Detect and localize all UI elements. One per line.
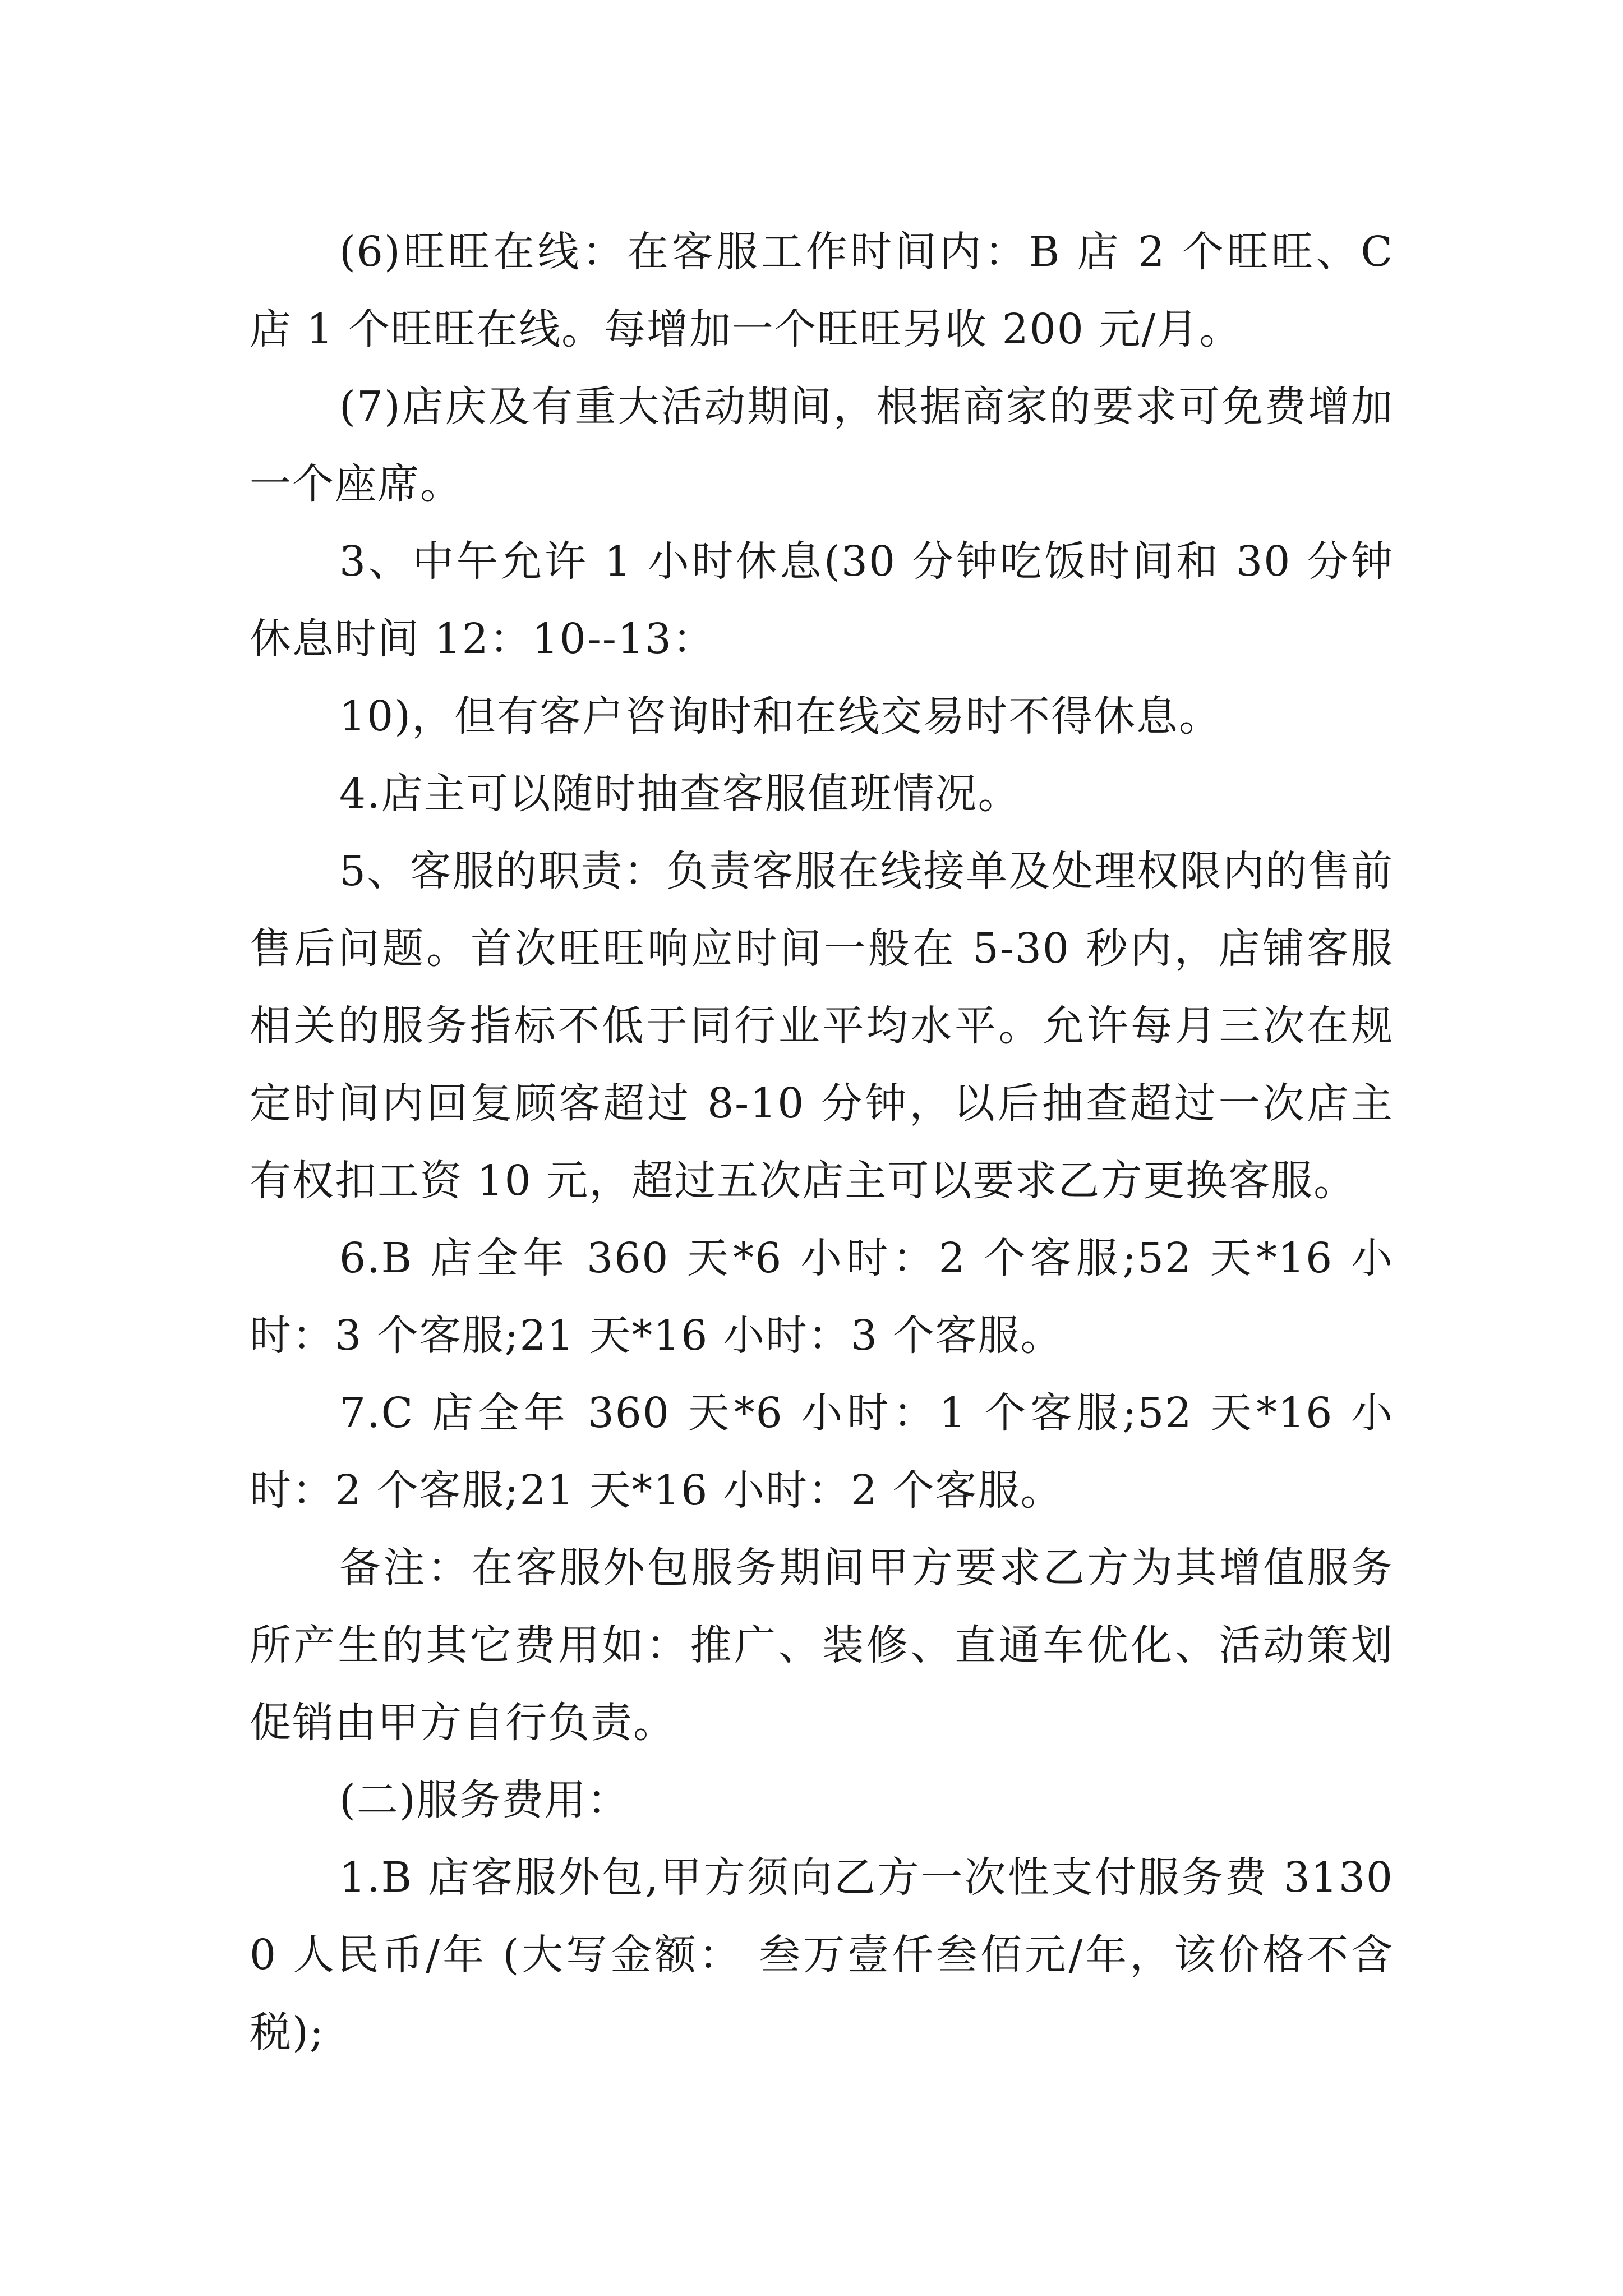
paragraph-duties: 5、客服的职责：负责客服在线接单及处理权限内的售前售后问题。首次旺旺响应时间一般在 5-30 秒内，店铺客服相关的服务指标不低于同行业平均水平。允许每月三次在规定时间内回复顾客超过 8-10 分钟，以后抽查超过一次店主有权扣工资 10 元，超过五次店主可以要求乙方更换客服。 (250, 847, 1394, 1205)
section-heading-fees: (二)服务费用： (339, 1776, 630, 1824)
paragraph-remark: 备注：在客服外包服务期间甲方要求乙方为其增值服务所产生的其它费用如：推广、装修、直通车优化、活动策划促销由甲方自行负责。 (250, 1544, 1394, 1747)
document-body (250, 213, 1394, 2071)
paragraph-wangwang-online: (6)旺旺在线：在客服工作时间内：B 店 2 个旺旺、C 店 1 个旺旺在线。每增加一个旺旺另收 200 元/月。 (250, 228, 1394, 353)
paragraph-store-b-fee: 1.B 店客服外包,甲方须向乙方一次性支付服务费 31300 人民币/年 (大写金额： 叁万壹仟叁佰元/年，该价格不含税); (250, 1853, 1394, 2056)
paragraph-store-c-staffing: 7.C 店全年 360 天*6 小时：1 个客服;52 天*16 小时：2 个客服;21 天*16 小时：2 个客服。 (250, 1389, 1394, 1515)
paragraph-noon-break: 3、中午允许 1 小时休息(30 分钟吃饭时间和 30 分钟休息时间 12：10--13： (250, 537, 1394, 663)
paragraph-anniversary-seat: (7)店庆及有重大活动期间，根据商家的要求可免费增加一个座席。 (250, 383, 1394, 508)
paragraph-owner-inspection: 4.店主可以随时抽查客服值班情况。 (339, 770, 1021, 818)
paragraph-store-b-staffing: 6.B 店全年 360 天*6 小时：2 个客服;52 天*16 小时：3 个客服;21 天*16 小时：3 个客服。 (250, 1234, 1394, 1360)
paragraph-noon-break-cont: 10)，但有客户咨询时和在线交易时不得休息。 (339, 692, 1222, 740)
